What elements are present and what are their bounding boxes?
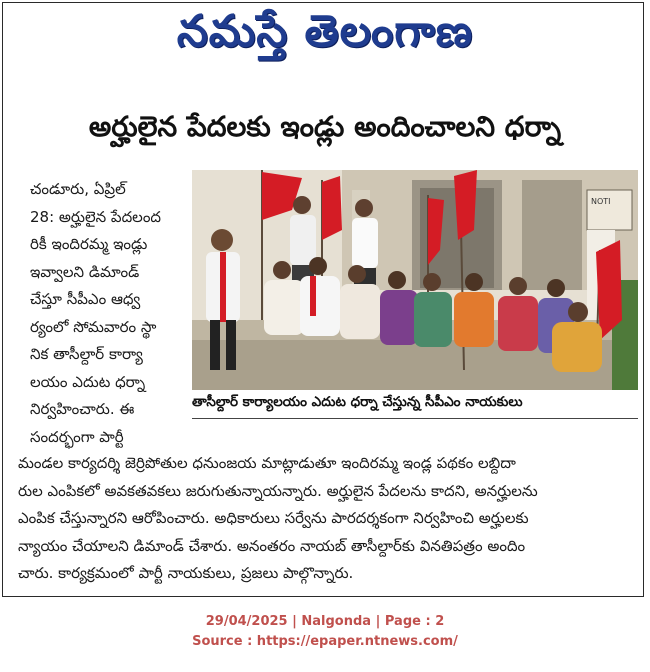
article-column-text	[30, 176, 190, 451]
column-line: రికీ ఇందిరమ్మ ఇండ్లు	[30, 235, 148, 253]
protest-photo	[192, 170, 638, 390]
body-line: చారు. కార్యక్రమంలో పార్టీ నాయకులు, ప్రజలు పాల్గొన్నారు.	[18, 564, 354, 582]
article-headline: అర్హులైన పేదలకు ఇండ్లు అందించాలని ధర్నా	[88, 110, 562, 143]
page-footer	[0, 612, 650, 652]
source-link[interactable]: Source : https://epaper.ntnews.com/	[192, 634, 458, 649]
column-line: ర్యంలో సోమవారం స్థా	[30, 317, 157, 336]
body-line: మండల కార్యదర్శి జెర్రిపోతుల ధనుంజయ మాట్లాడుతూ ఇందిరమ్మ ఇండ్ల పథకం లబ్దిదా	[18, 454, 516, 472]
column-line: చేస్తూ సీపీఎం ఆధ్వ	[30, 290, 141, 308]
column-line: ఇవ్వాలని డిమాండ్	[30, 262, 140, 281]
caption-divider	[192, 418, 638, 419]
body-line: ఎంపిక చేస్తున్నారని ఆరోపించారు. అధికారులు సర్వేను పారదర్శకంగా నిర్వహించి అర్హులకు	[18, 509, 529, 527]
notice-board-text: NOTI	[591, 197, 611, 206]
column-line: సందర్భంగా పార్టీ	[30, 427, 124, 446]
article-body-text	[18, 450, 630, 588]
body-line: రుల ఎంపికలో అవకతవకలు జరుగుతున్నాయన్నారు. అర్హులైన పేదలను కాదని, అనర్హులను	[18, 481, 538, 500]
column-line: నిర్వహించారు. ఈ	[30, 400, 135, 418]
column-line: 28: అర్హులైన పేదలంద	[30, 207, 162, 226]
column-line: నిక తాసీల్దార్ కార్యా	[30, 345, 143, 363]
photo-caption: తాసీల్దార్ కార్యాలయం ఎదుట ధర్నా చేస్తున్న సీపీఎం నాయకులు	[192, 394, 523, 410]
body-line: న్యాయం చేయాలని డిమాండ్ చేశారు. అనంతరం నాయబ్ తాసీల్దార్‌కు వినతిపత్రం అందిం	[18, 536, 526, 555]
newspaper-masthead: నమస్తే తెలంగాణ	[176, 6, 474, 57]
edition-info: 29/04/2025 | Nalgonda | Page : 2	[205, 614, 445, 629]
column-line: లయం ఎదుట ధర్నా	[30, 372, 146, 391]
column-line: చండూరు, ఏప్రిల్	[30, 180, 126, 198]
